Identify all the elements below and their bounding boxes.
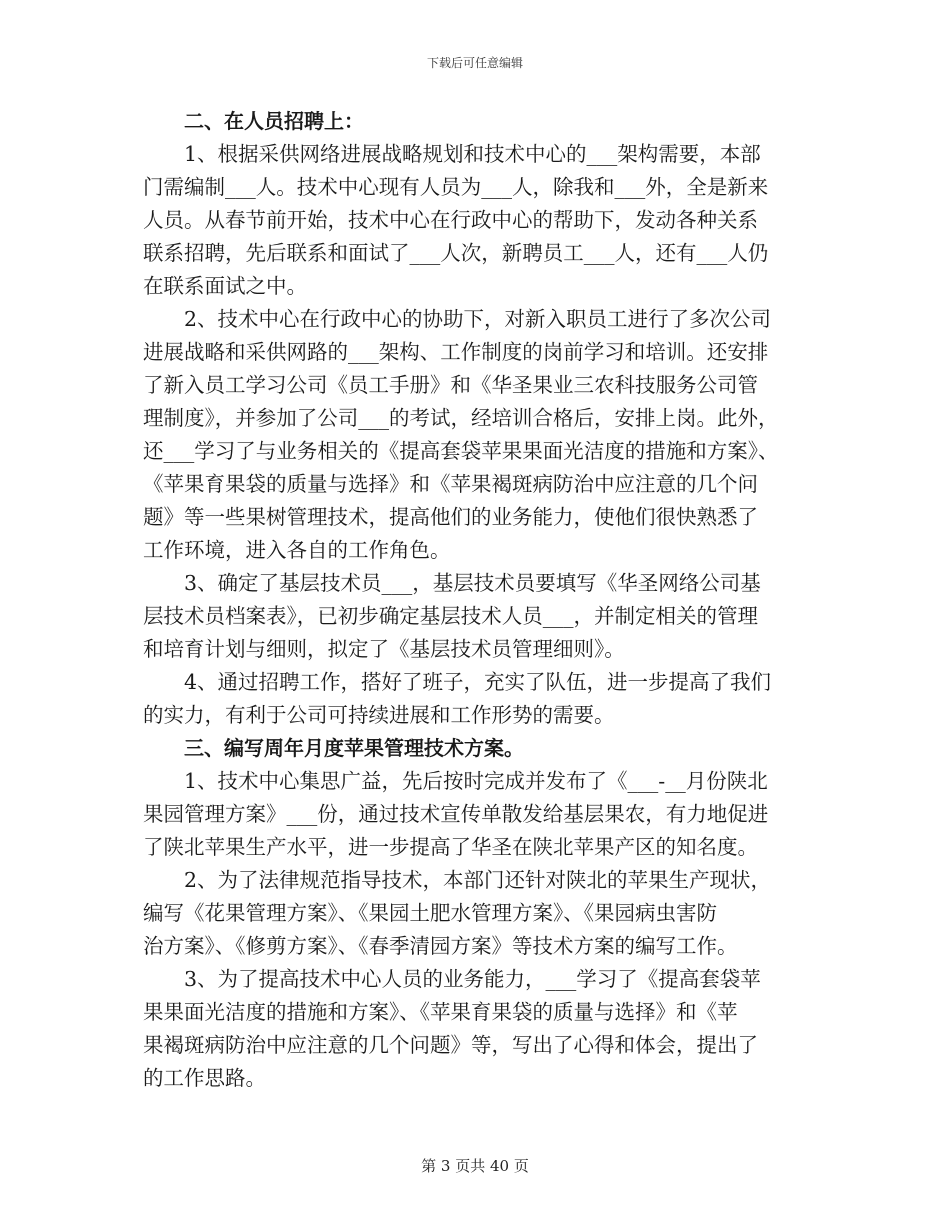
- text-line: 4、通过招聘工作，搭好了班子，充实了队伍，进一步提高了我们: [184, 670, 772, 694]
- text-line: 的实力，有利于公司可持续进展和工作形势的需要。: [143, 703, 615, 727]
- text-line: 题》等一些果树管理技术，提高他们的业务能力，使他们很快熟悉了: [143, 505, 758, 529]
- text-line: 层技术员档案表》，已初步确定基层技术人员___，并制定相关的管理: [143, 604, 758, 628]
- text-line: 的工作思路。: [143, 1066, 266, 1090]
- text-line: 治方案》、《修剪方案》、《春季清园方案》等技术方案的编写工作。: [143, 934, 738, 958]
- paragraph-recruitment-2: [143, 303, 813, 567]
- text-line: 果园管理方案》___份，通过技术宣传单散发给基层果农，有力地促进: [143, 802, 769, 826]
- text-line: 3、确定了基层技术员___，基层技术员要填写《华圣网络公司基: [184, 571, 761, 595]
- page-header: 下载后可任意编辑: [426, 56, 523, 70]
- paragraph-plan-1: [143, 765, 813, 864]
- text-line: 1、根据采供网络进展战略规划和技术中心的___架构需要，本部: [184, 142, 761, 166]
- text-line: 和培育计划与细则，拟定了《基层技术员管理细则》。: [143, 637, 625, 661]
- text-line: 1、技术中心集思广益，先后按时完成并发布了《___-__月份陕北: [184, 769, 768, 793]
- text-line: 人员。从春节前开始，技术中心在行政中心的帮助下，发动各种关系: [143, 208, 758, 232]
- text-line: 《苹果育果袋的质量与选择》和《苹果褐斑病防治中应注意的几个问: [143, 472, 758, 496]
- text-line: 果果面光洁度的措施和方案》、《苹果育果袋的质量与选择》和《苹: [143, 1000, 738, 1024]
- page-number: 第 3 页共 40 页: [421, 1157, 529, 1175]
- text-line: 进展战略和采供网路的___架构、工作制度的岗前学习和培训。还安排: [143, 340, 769, 364]
- text-line: 门需编制___人。技术中心现有人员为___人，除我和___外，全是新来: [143, 175, 769, 199]
- text-line: 还___学习了与业务相关的《提高套袋苹果果面光洁度的措施和方案》、: [143, 439, 779, 463]
- text-line: 果褐斑病防治中应注意的几个问题》等，写出了心得和体会，提出了: [143, 1033, 758, 1057]
- text-line: 编写《花果管理方案》、《果园土肥水管理方案》、《果园病虫害防: [143, 901, 717, 925]
- text-line: 理制度》，并参加了公司___的考试，经培训合格后，安排上岗。此外，: [143, 406, 779, 430]
- text-line: 了陕北苹果生产水平，进一步提高了华圣在陕北苹果产区的知名度。: [143, 835, 758, 859]
- document-body: [143, 105, 813, 1095]
- section-heading-recruitment: 二、在人员招聘上：: [184, 109, 364, 133]
- paragraph-plan-3: [143, 963, 813, 1095]
- paragraph-recruitment-1: [143, 138, 813, 303]
- section-heading-technical-plan: 三、编写周年月度苹果管理技术方案。: [184, 736, 524, 760]
- paragraph-plan-2: [143, 864, 813, 963]
- text-line: 联系招聘，先后联系和面试了___人次，新聘员工___人，还有___人仍: [143, 241, 769, 265]
- paragraph-recruitment-3: [143, 567, 813, 666]
- paragraph-recruitment-4: [143, 666, 813, 732]
- text-line: 2、为了法律规范指导技术，本部门还针对陕北的苹果生产现状，: [184, 868, 772, 892]
- text-line: 在联系面试之中。: [143, 274, 307, 298]
- text-line: 3、为了提高技术中心人员的业务能力，___学习了《提高套袋苹: [184, 967, 761, 991]
- text-line: 工作环境，进入各自的工作角色。: [143, 538, 451, 562]
- text-line: 了新入员工学习公司《员工手册》和《华圣果业三农科技服务公司管: [143, 373, 758, 397]
- text-line: 2、技术中心在行政中心的协助下，对新入职员工进行了多次公司: [184, 307, 772, 331]
